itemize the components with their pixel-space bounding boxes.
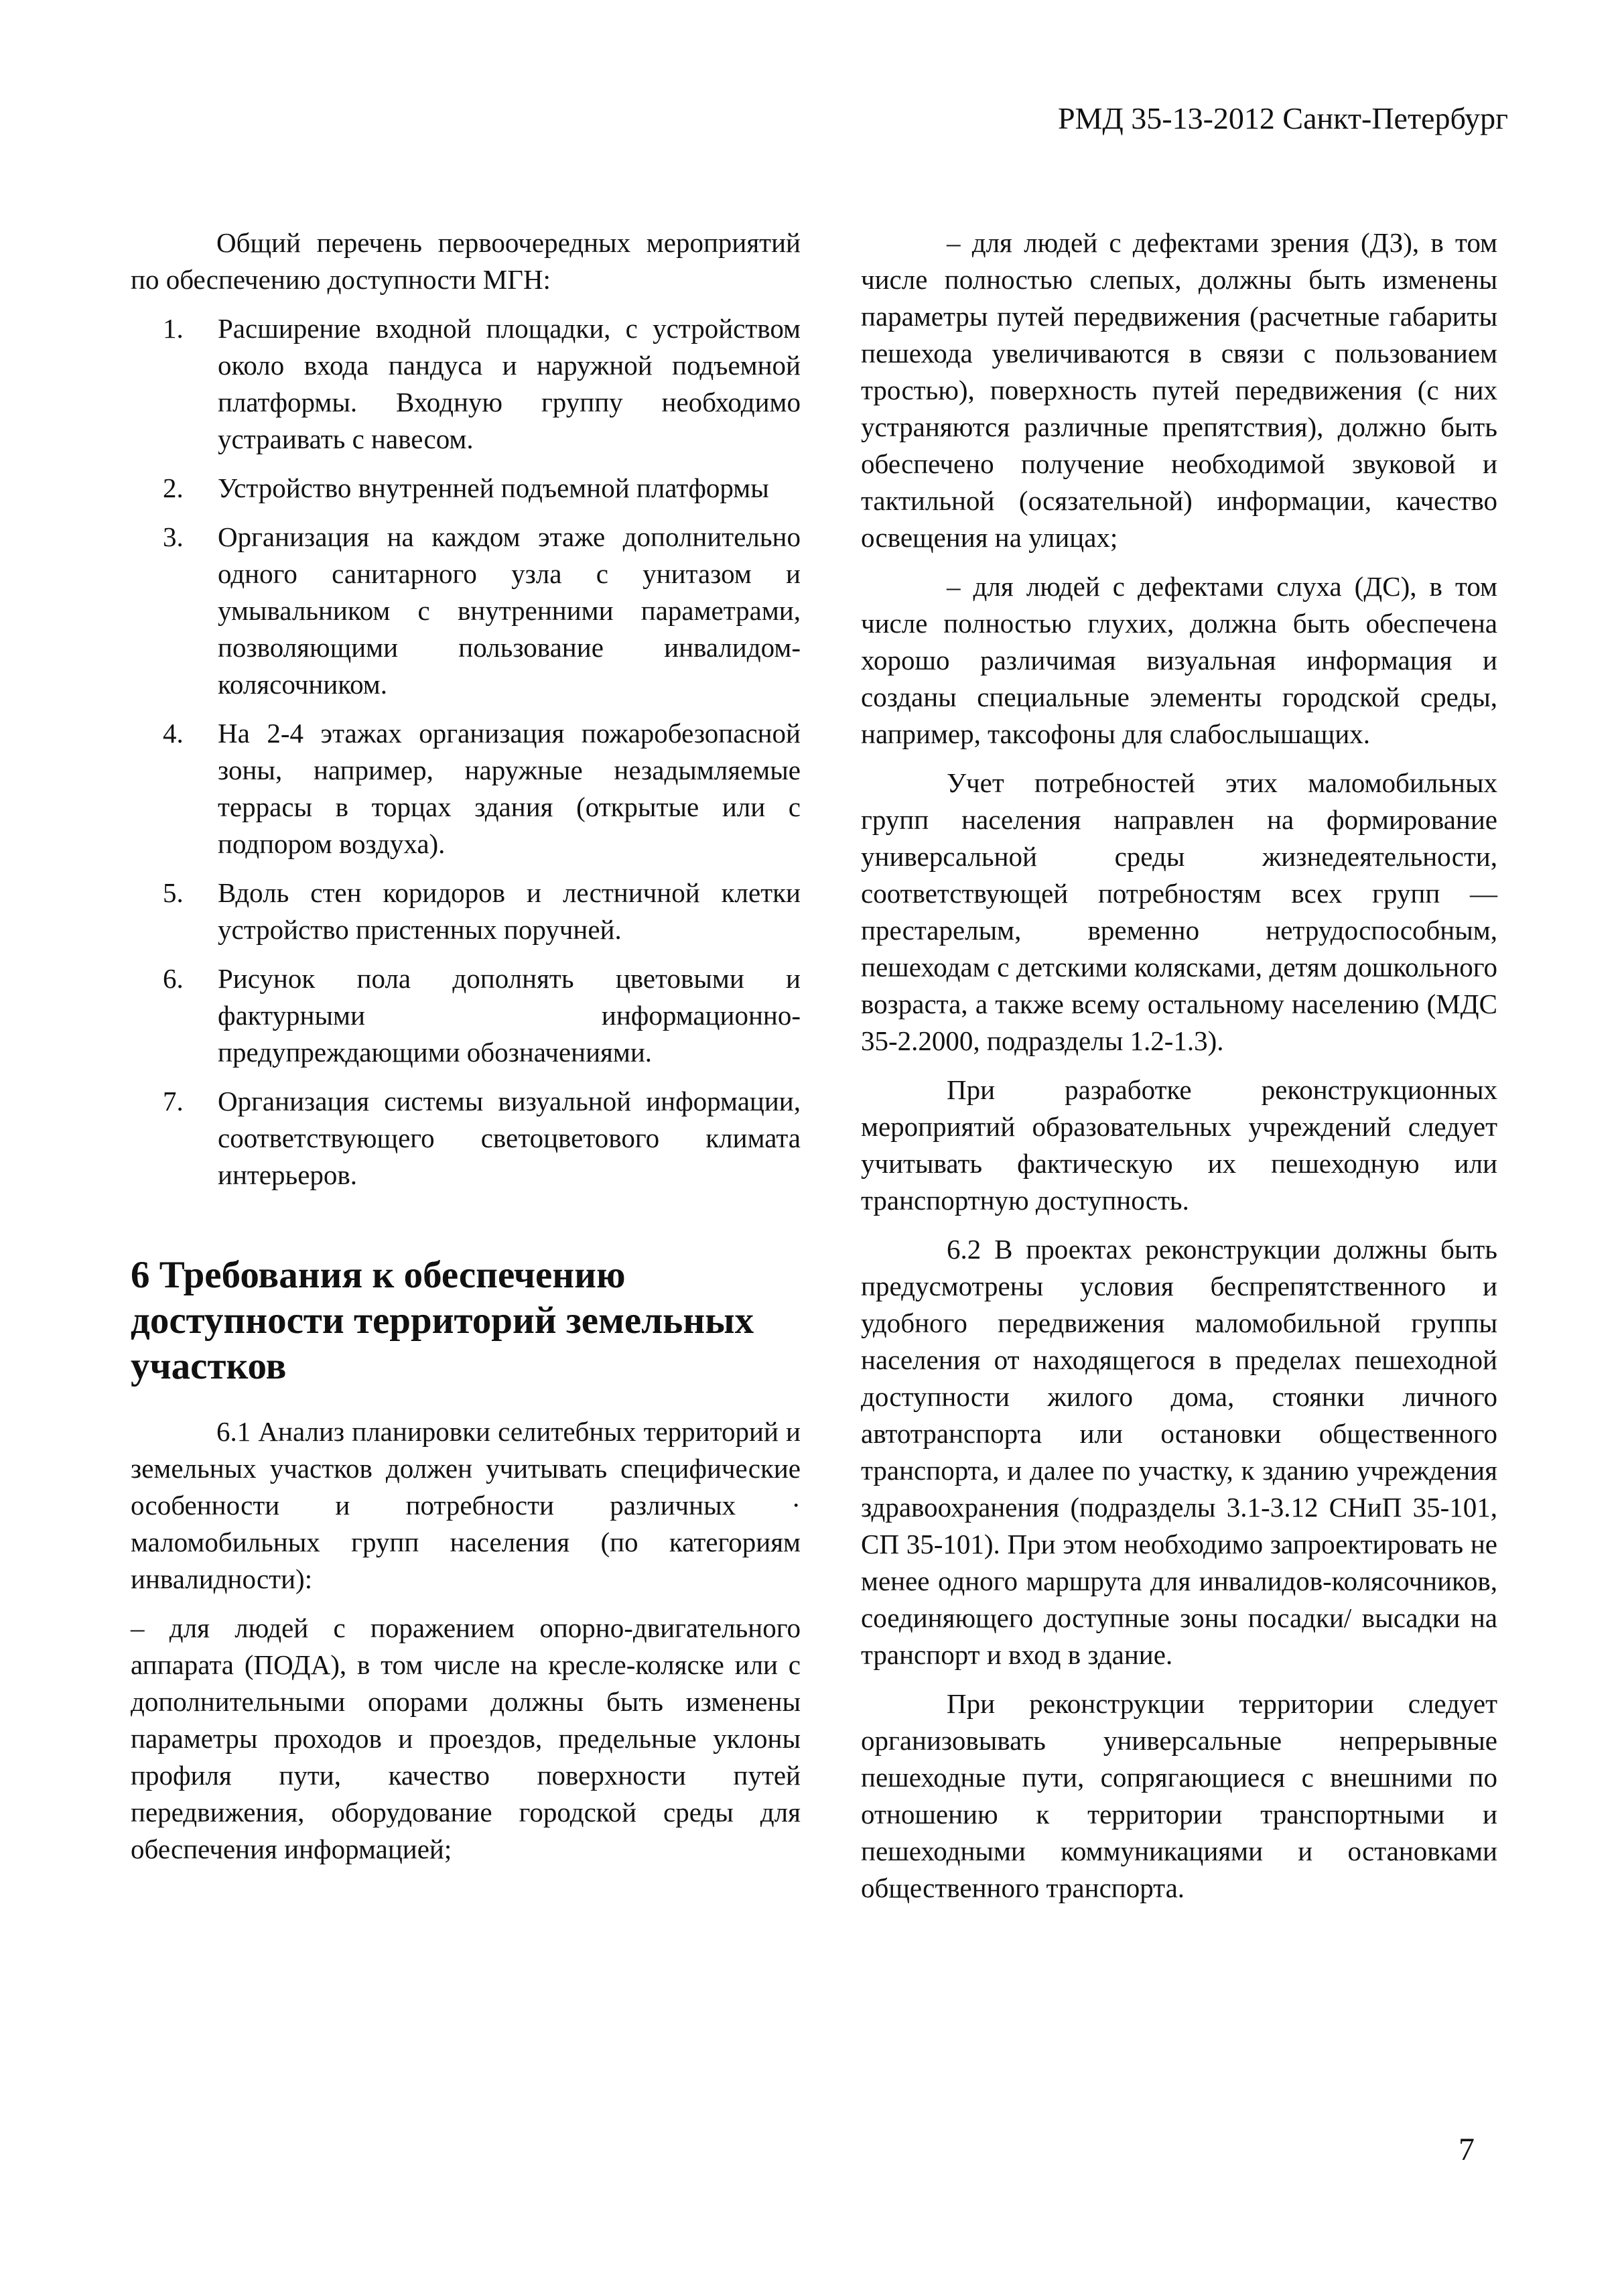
paragraph-uchet: Учет потребностей этих маломобильных групп населения направлен на формирование универсальной среды жизнедеятельности, соответствующей потребностям всех групп — престарелым, временно нетрудоспособным, пешеходам с детскими колясками, детям дошкольного возраста, а также всему остальному населению (МДС 35-2.2000, подразделы 1.2-1.3). [861, 767, 1497, 1056]
intro-paragraph: Общий перечень первоочередных мероприятий по обеспечению доступности МГН: [131, 227, 801, 295]
paragraph-6-1: 6.1 Анализ планировки селитебных территорий и земельных участков должен учитывать специфические особенности и потребности различных · маломобильных групп населения (по категориям инвалидности): [131, 1416, 801, 1594]
paragraph-dz: – для людей с дефектами зрения (ДЗ), в том числе полностью слепых, должны быть изменены параметры путей передвижения (расчетные габариты пешехода увеличиваются в связи с пользованием тростью), поверхность путей передвижения (с них устраняются различные препятствия), должно быть обеспечено получение необходимой звуковой и тактильной (осязательной) информации, качество освещения на улицах; [861, 227, 1497, 553]
list-number: 4. [163, 718, 184, 749]
measures-list [131, 310, 801, 1194]
right-column [861, 225, 1497, 1919]
list-number: 5. [163, 877, 184, 908]
list-item [131, 1083, 801, 1194]
list-text: Устройство внутренней подъемной платформы [218, 472, 769, 503]
left-column [131, 225, 801, 1880]
section-heading: 6 Требования к обеспечению доступности территорий земельных участков [131, 1254, 754, 1387]
paragraph-ds: – для людей с дефектами слуха (ДС), в том числе полностью глухих, должна быть обеспечена хорошо различимая визуальная информация и созданы специальные элементы городской среды, например, таксофоны для слабослышащих. [861, 571, 1497, 749]
running-header: РМД 35-13-2012 Санкт-Петербург [1057, 101, 1508, 135]
list-number: 1. [163, 313, 184, 344]
list-item [131, 310, 801, 458]
list-text: На 2-4 этажах организация пожаробезопасной зоны, например, наружные незадымляемые террасы в торцах здания (открытые или с подпором воздуха). [218, 718, 801, 859]
paragraph-razrabotka: При разработке реконструкционных мероприятий образовательных учреждений следует учитывать фактическую их пешеходную или транспортную доступность. [861, 1074, 1497, 1216]
list-text: Расширение входной площадки, с устройством около входа пандуса и наружной подъемной платформы. Входную группу необходимо устраивать с навесом. [218, 313, 801, 454]
list-item [131, 519, 801, 703]
list-item [131, 875, 801, 948]
list-number: 2. [163, 472, 184, 503]
list-item [131, 470, 801, 507]
paragraph-rekonstrukciya: При реконструкции территории следует организовывать универсальные непрерывные пешеходные пути, сопрягающиеся с внешними по отношению к территории транспортными и пешеходными коммуникациями и остановками общественного транспорта. [861, 1688, 1497, 1903]
list-item [131, 960, 801, 1071]
list-item [131, 715, 801, 863]
list-number: 6. [163, 963, 184, 994]
list-text: Рисунок пола дополнять цветовыми и фактурными информационно-предупреждающими обозначениями. [218, 963, 801, 1068]
list-text: Организация на каждом этаже дополнительно одного санитарного узла с унитазом и умывальником с внутренними параметрами, позволяющими пользование инвалидом-колясочником. [218, 521, 801, 700]
page-number: 7 [1459, 2132, 1475, 2167]
paragraph-6-2: 6.2 В проектах реконструкции должны быть предусмотрены условия беспрепятственного и удобного передвижения маломобильной группы населения от находящегося в пределах пешеходной доступности жилого дома, стоянки личного автотранспорта или остановки общественного транспорта, и далее по участку, к зданию учреждения здравоохранения (подразделы 3.1-3.12 СНиП 35-101, СП 35-101). При этом необходимо запроектировать не менее одного маршрута для инвалидов-колясочников, соединяющего доступные зоны посадки/ высадки на транспорт и вход в здание. [861, 1234, 1497, 1670]
list-number: 3. [163, 521, 184, 552]
list-text: Вдоль стен коридоров и лестничной клетки устройство пристенных поручней. [218, 877, 801, 945]
paragraph-poda: – для людей с поражением опорно-двигательного аппарата (ПОДА), в том числе на кресле-коляске или с дополнительными опорами должны быть изменены параметры проходов и проездов, предельные уклоны профиля пути, качество поверхности путей передвижения, оборудование городской среды для обеспечения информацией; [131, 1612, 801, 1864]
list-text: Организация системы визуальной информации, соответствующего светоцветового климата интерьеров. [218, 1086, 801, 1190]
list-number: 7. [163, 1086, 184, 1117]
